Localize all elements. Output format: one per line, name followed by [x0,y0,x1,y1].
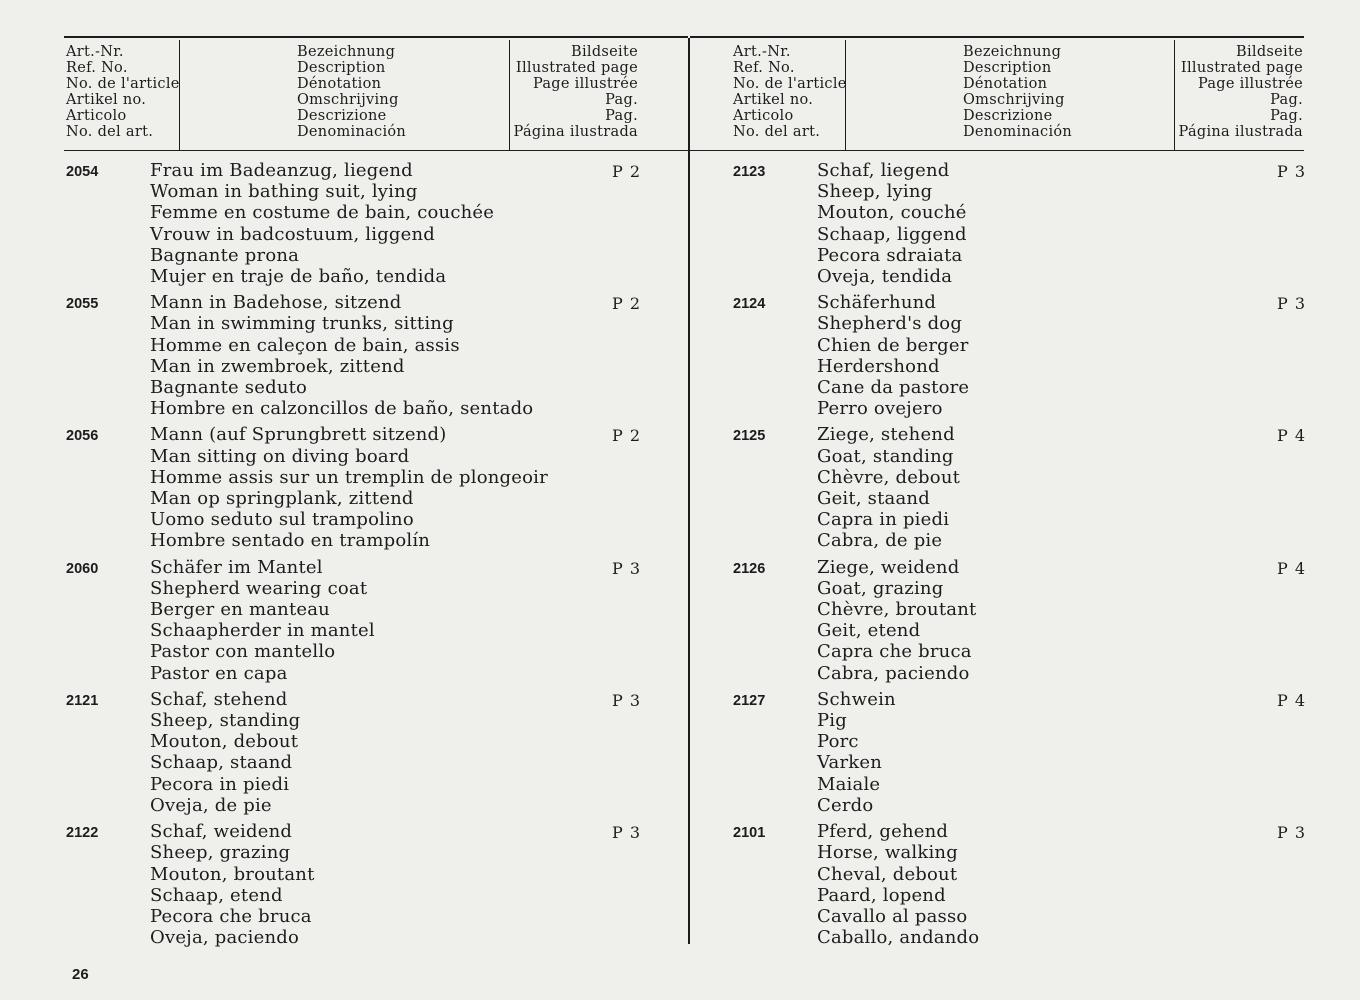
description-line: Sheep, standing [150,710,301,732]
description-line: Ziege, stehend [817,424,955,446]
header-label: Omschrijving [297,92,399,108]
description-lines [150,292,666,419]
description-line: Oveja, tendida [817,266,953,288]
description-line: Bagnante prona [150,244,300,266]
header-label: Illustrated page [1180,60,1303,76]
description-line: Geit, etend [817,620,921,642]
description-line: Homme assis sur un tremplin de plongeoir [150,466,548,488]
description-line: Man in swimming trunks, sitting [150,313,454,335]
description-line: Cavallo al passo [817,905,968,927]
description-line: Cabra, de pie [817,530,943,552]
description-line: Caballo, andando [817,927,980,949]
left-entry-list [66,160,666,953]
description-line: Shepherd wearing coat [150,577,368,599]
catalog-entry [66,292,666,419]
article-number: 2127 [733,692,766,709]
header-label: Descrizione [963,108,1053,124]
catalog-entry [66,424,666,551]
header-label: Illustrated page [515,60,638,76]
description-line: Oveja, de pie [150,794,272,816]
description-line: Goat, grazing [817,577,944,599]
description-line: Schaf, weidend [150,821,293,843]
catalog-entry [66,689,666,816]
description-line: Schäferhund [817,292,937,314]
description-line: Mouton, broutant [150,863,315,885]
description-line: Vrouw in badcostuum, liggend [150,223,436,245]
header-label: Dénotation [963,76,1048,92]
right-header-art-nr [733,44,847,140]
center-divider [688,38,690,944]
description-line: Man in zwembroek, zittend [150,355,405,377]
description-line: Homme en caleçon de bain, assis [150,334,460,356]
article-number: 2121 [66,692,99,709]
description-lines [150,557,666,684]
illustrated-page-ref: P 2 [612,162,642,181]
left-header-bildseite [512,44,638,140]
description-line: Paard, lopend [817,884,946,906]
article-number: 2101 [733,825,766,842]
header-label: Página ilustrada [513,124,638,140]
description-lines [817,292,1333,419]
description-line: Capra in piedi [817,509,950,531]
article-number: 2122 [66,825,99,842]
right-header-bildseite [1176,44,1303,140]
description-line: Maiale [817,773,881,795]
left-header-bezeichnung [297,44,406,140]
header-label: Articolo [66,108,127,124]
description-lines [817,821,1333,948]
illustrated-page-ref: P 4 [1277,690,1307,710]
description-line: Cabra, paciendo [817,662,970,684]
header-label: Descrizione [297,108,387,124]
description-line: Cheval, debout [817,863,958,885]
description-lines [150,689,666,816]
header-label: Artikel no. [733,92,814,108]
description-line: Mann (auf Sprungbrett sitzend) [150,424,447,446]
header-rule-right [690,150,1304,151]
catalog-entry [733,160,1333,287]
article-number: 2124 [733,296,766,313]
description-line: Herdershond [817,355,940,377]
description-line: Sheep, lying [817,181,933,203]
description-line: Perro ovejero [817,398,943,420]
header-label: Description [963,60,1052,76]
description-line: Hombre en calzoncillos de baño, sentado [150,398,534,420]
description-line: Capra che bruca [817,641,972,663]
illustrated-page-ref: P 3 [1277,294,1307,314]
description-line: Frau im Badeanzug, liegend [150,160,413,181]
header-label: No. de l'article [66,76,180,92]
illustrated-page-ref: P 2 [612,426,642,446]
illustrated-page-ref: P 3 [612,823,642,843]
description-lines [817,424,1333,551]
description-line: Chèvre, debout [817,466,961,488]
article-number: 2123 [733,164,766,180]
right-entry-list [733,160,1333,953]
description-line: Pferd, gehend [817,821,949,843]
top-rule-left [64,36,688,38]
description-line: Pecora sdraiata [817,244,963,266]
header-label: Omschrijving [963,92,1065,108]
description-line: Chèvre, broutant [817,599,977,621]
description-line: Femme en costume de bain, couchée [150,202,495,224]
description-line: Shepherd's dog [817,313,963,335]
header-label: Page illustrée [1197,76,1303,92]
illustrated-page-ref: P 4 [1277,426,1307,446]
description-lines [817,160,1333,287]
description-line: Woman in bathing suit, lying [150,181,418,203]
right-col-divider-2 [1174,40,1175,150]
left-col-divider-2 [509,40,510,150]
header-label: Articolo [733,108,794,124]
header-rule-left [64,150,688,151]
header-label: Art.-Nr. [66,44,124,60]
header-label: Ref. No. [66,60,128,76]
header-label: Art.-Nr. [733,44,791,60]
illustrated-page-ref: P 2 [612,294,642,314]
illustrated-page-ref: P 3 [1277,162,1307,181]
description-line: Pastor con mantello [150,641,336,663]
article-number: 2125 [733,428,766,445]
catalog-entry [66,160,666,287]
description-line: Mouton, couché [817,202,967,224]
description-line: Schwein [817,688,896,710]
header-label: Pag. [605,108,638,124]
header-label: Bezeichnung [963,44,1062,60]
description-line: Man op springplank, zittend [150,488,414,510]
header-label: Bildseite [1236,44,1303,60]
description-lines [150,821,666,948]
description-lines [150,424,666,551]
header-label: Bildseite [571,44,638,60]
description-line: Hombre sentado en trampolín [150,530,431,552]
header-label: Ref. No. [733,60,795,76]
catalog-entry [733,821,1333,948]
description-line: Berger en manteau [150,599,330,621]
description-line: Ziege, weidend [817,556,960,578]
illustrated-page-ref: P 4 [1277,558,1307,578]
description-line: Chien de berger [817,334,969,356]
header-label: Pag. [1270,108,1303,124]
illustrated-page-ref: P 3 [612,690,642,710]
description-line: Geit, staand [817,488,930,510]
description-line: Schaapherder in mantel [150,620,375,642]
description-line: Pastor en capa [150,662,288,684]
description-line: Sheep, grazing [150,842,291,864]
description-line: Porc [817,731,859,753]
catalog-entry [733,292,1333,419]
header-label: Page illustrée [532,76,638,92]
description-line: Goat, standing [817,445,954,467]
description-line: Oveja, paciendo [150,927,300,949]
description-line: Pecora in piedi [150,773,290,795]
description-line: Varken [817,752,883,774]
description-line: Schaf, liegend [817,160,950,181]
header-label: Página ilustrada [1178,124,1303,140]
description-line: Uomo seduto sul trampolino [150,509,414,531]
header-label: No. de l'article [733,76,847,92]
article-number: 2060 [66,560,99,577]
right-header-bezeichnung [963,44,1072,140]
description-line: Schaap, staand [150,752,293,774]
catalog-entry [66,821,666,948]
description-line: Bagnante seduto [150,377,308,399]
article-number: 2056 [66,428,99,445]
catalog-entry [733,689,1333,816]
header-label: No. del art. [66,124,154,140]
header-label: Pag. [605,92,638,108]
header-label: Artikel no. [66,92,147,108]
article-number: 2054 [66,164,99,180]
catalog-entry [66,557,666,684]
left-header-art-nr [66,44,180,140]
article-number: 2126 [733,560,766,577]
top-rule-right [690,36,1304,38]
description-line: Mouton, debout [150,731,299,753]
description-line: Schaap, etend [150,884,283,906]
description-line: Schaap, liggend [817,223,967,245]
page-number: 26 [72,966,89,983]
description-line: Man sitting on diving board [150,445,410,467]
header-label: Pag. [1270,92,1303,108]
description-line: Pecora che bruca [150,905,312,927]
description-line: Schaf, stehend [150,688,288,710]
description-lines [817,689,1333,816]
header-label: No. del art. [733,124,821,140]
description-lines [817,557,1333,684]
description-line: Cerdo [817,794,874,816]
illustrated-page-ref: P 3 [1277,823,1307,843]
description-line: Cane da pastore [817,377,970,399]
description-line: Pig [817,710,847,732]
header-label: Bezeichnung [297,44,396,60]
catalog-entry [733,557,1333,684]
description-line: Mujer en traje de baño, tendida [150,266,447,288]
description-line: Schäfer im Mantel [150,556,323,578]
description-line: Mann in Badehose, sitzend [150,292,402,314]
header-label: Denominación [297,124,407,140]
description-line: Horse, walking [817,842,958,864]
header-label: Description [297,60,386,76]
catalog-entry [733,424,1333,551]
illustrated-page-ref: P 3 [612,558,642,578]
header-label: Denominación [963,124,1073,140]
article-number: 2055 [66,296,99,313]
header-label: Dénotation [297,76,382,92]
description-lines [150,160,666,287]
